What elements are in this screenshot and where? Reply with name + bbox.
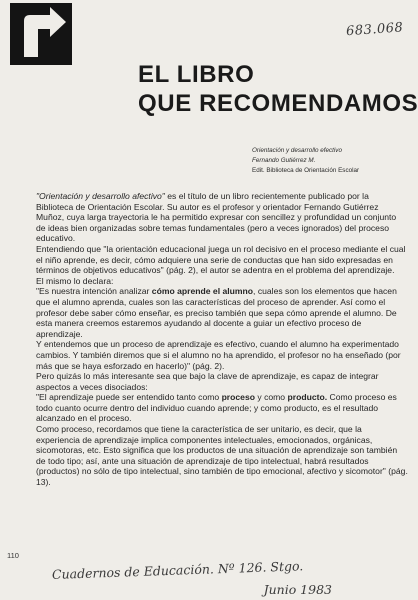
intention-text-b: , cuales son los elementos que hacen que el alumno aprenda, cuales son las características del proceso de aprender. Así como el profesor debe saber cómo enseñar, es preciso también que sepa cómo aprende el alumno. De esta manera creemos estaremos ayudando al docente a guiar un efectivo proceso de aprendizaje. <box>36 286 397 339</box>
publication-logo-icon <box>10 3 72 65</box>
book-title: Orientación y desarrollo efectivo <box>252 147 342 154</box>
paragraph-intention <box>36 286 408 339</box>
paragraph-unitary: Como proceso, recordamos que tiene la característica de ser unitario, es decir, que la experiencia de aprendizaje implica componentes intelectuales, emocionados, orgánicas, sicomotoras, etc. Esto significa que los productos de una situación de aprendizaje son también de todo tipo; así, ante una situación de aprendizaje de tipo intelectual, habrá resultados (productos) no sólo de tipo intelectual, sino también de tipo emocional, afectivo y sicomotor" (pág. 13). <box>36 424 408 488</box>
paragraph-integration: Pero quizás lo más interesante sea que bajo la clave de aprendizaje, es capaz de integrar aspectos a veces disociados: <box>36 371 379 392</box>
process-text-b: Como proceso es todo cuanto ocurre dentro del individuo cuando aprende; y como producto, es el resultado alcanzado en el proceso. <box>36 392 397 424</box>
handwritten-source-line-2: Junio 1983 <box>263 582 332 597</box>
paragraph-understanding: Entendiendo que "la orientación educacional juega un rol decisivo en el proceso mediante el cual el niño aprende, es decir, cómo adquiere una serie de conductas que han sido expresadas en términos de objetivos educativos" (pág. 2), el autor se adentra en el problema del aprendizaje. <box>36 243 406 276</box>
page-title <box>138 60 418 118</box>
page-number: 110 <box>7 551 19 560</box>
intention-text-a: "Es nuestra intención analizar <box>36 286 152 297</box>
process-emphasis: proceso <box>221 392 255 403</box>
handwritten-catalog-number: 683.068 <box>345 20 404 40</box>
paragraph-effective-learning: Y entendemos que un proceso de aprendizaje es efectivo, cuando el alumno ha experimentado cambios. Y también diremos que si el alumno no ha aprendido, el profesor no ha enseñado (por más que se haya esforzado en hacerlo)" (pág. 2). <box>36 339 401 371</box>
paragraph-intro-text: es el título de un libro recientemente publicado por la Biblioteca de Orientación Escolar. Su autor es el profesor y orientador Fernando Gutiérrez Muñoz, cuya larga trayectoria le ha permitido expresar con sencillez y profundidad un conjunto de ideas bien organizadas sobre temas fundamentales (pero a veces ignorados) del proceso educativo. <box>36 191 397 244</box>
handwritten-source-note <box>51 558 402 597</box>
title-line-2: QUE RECOMENDAMOS <box>138 90 418 117</box>
quoted-book-title: "Orientación y desarrollo afectivo" <box>36 191 165 201</box>
product-emphasis: producto. <box>287 392 328 403</box>
book-author: Fernando Gutiérrez M. <box>252 157 316 164</box>
paragraph-intro <box>36 191 408 244</box>
paragraph-declaration: El mismo lo declara: <box>36 275 114 286</box>
book-reference <box>252 146 412 176</box>
paragraph-process-product <box>36 392 408 424</box>
intention-emphasis: cómo aprende el alumno <box>151 286 254 297</box>
handwritten-source-line-1: Cuadernos de Educación. Nº 126. Stgo. <box>51 558 304 582</box>
title-line-1: EL LIBRO <box>138 61 255 88</box>
article-body <box>36 191 408 488</box>
process-text-mid: y como <box>255 392 288 403</box>
book-publisher: Edit. Biblioteca de Orientación Escolar <box>252 167 360 174</box>
process-text-a: "El aprendizaje puede ser entendido tanto como <box>36 392 222 403</box>
